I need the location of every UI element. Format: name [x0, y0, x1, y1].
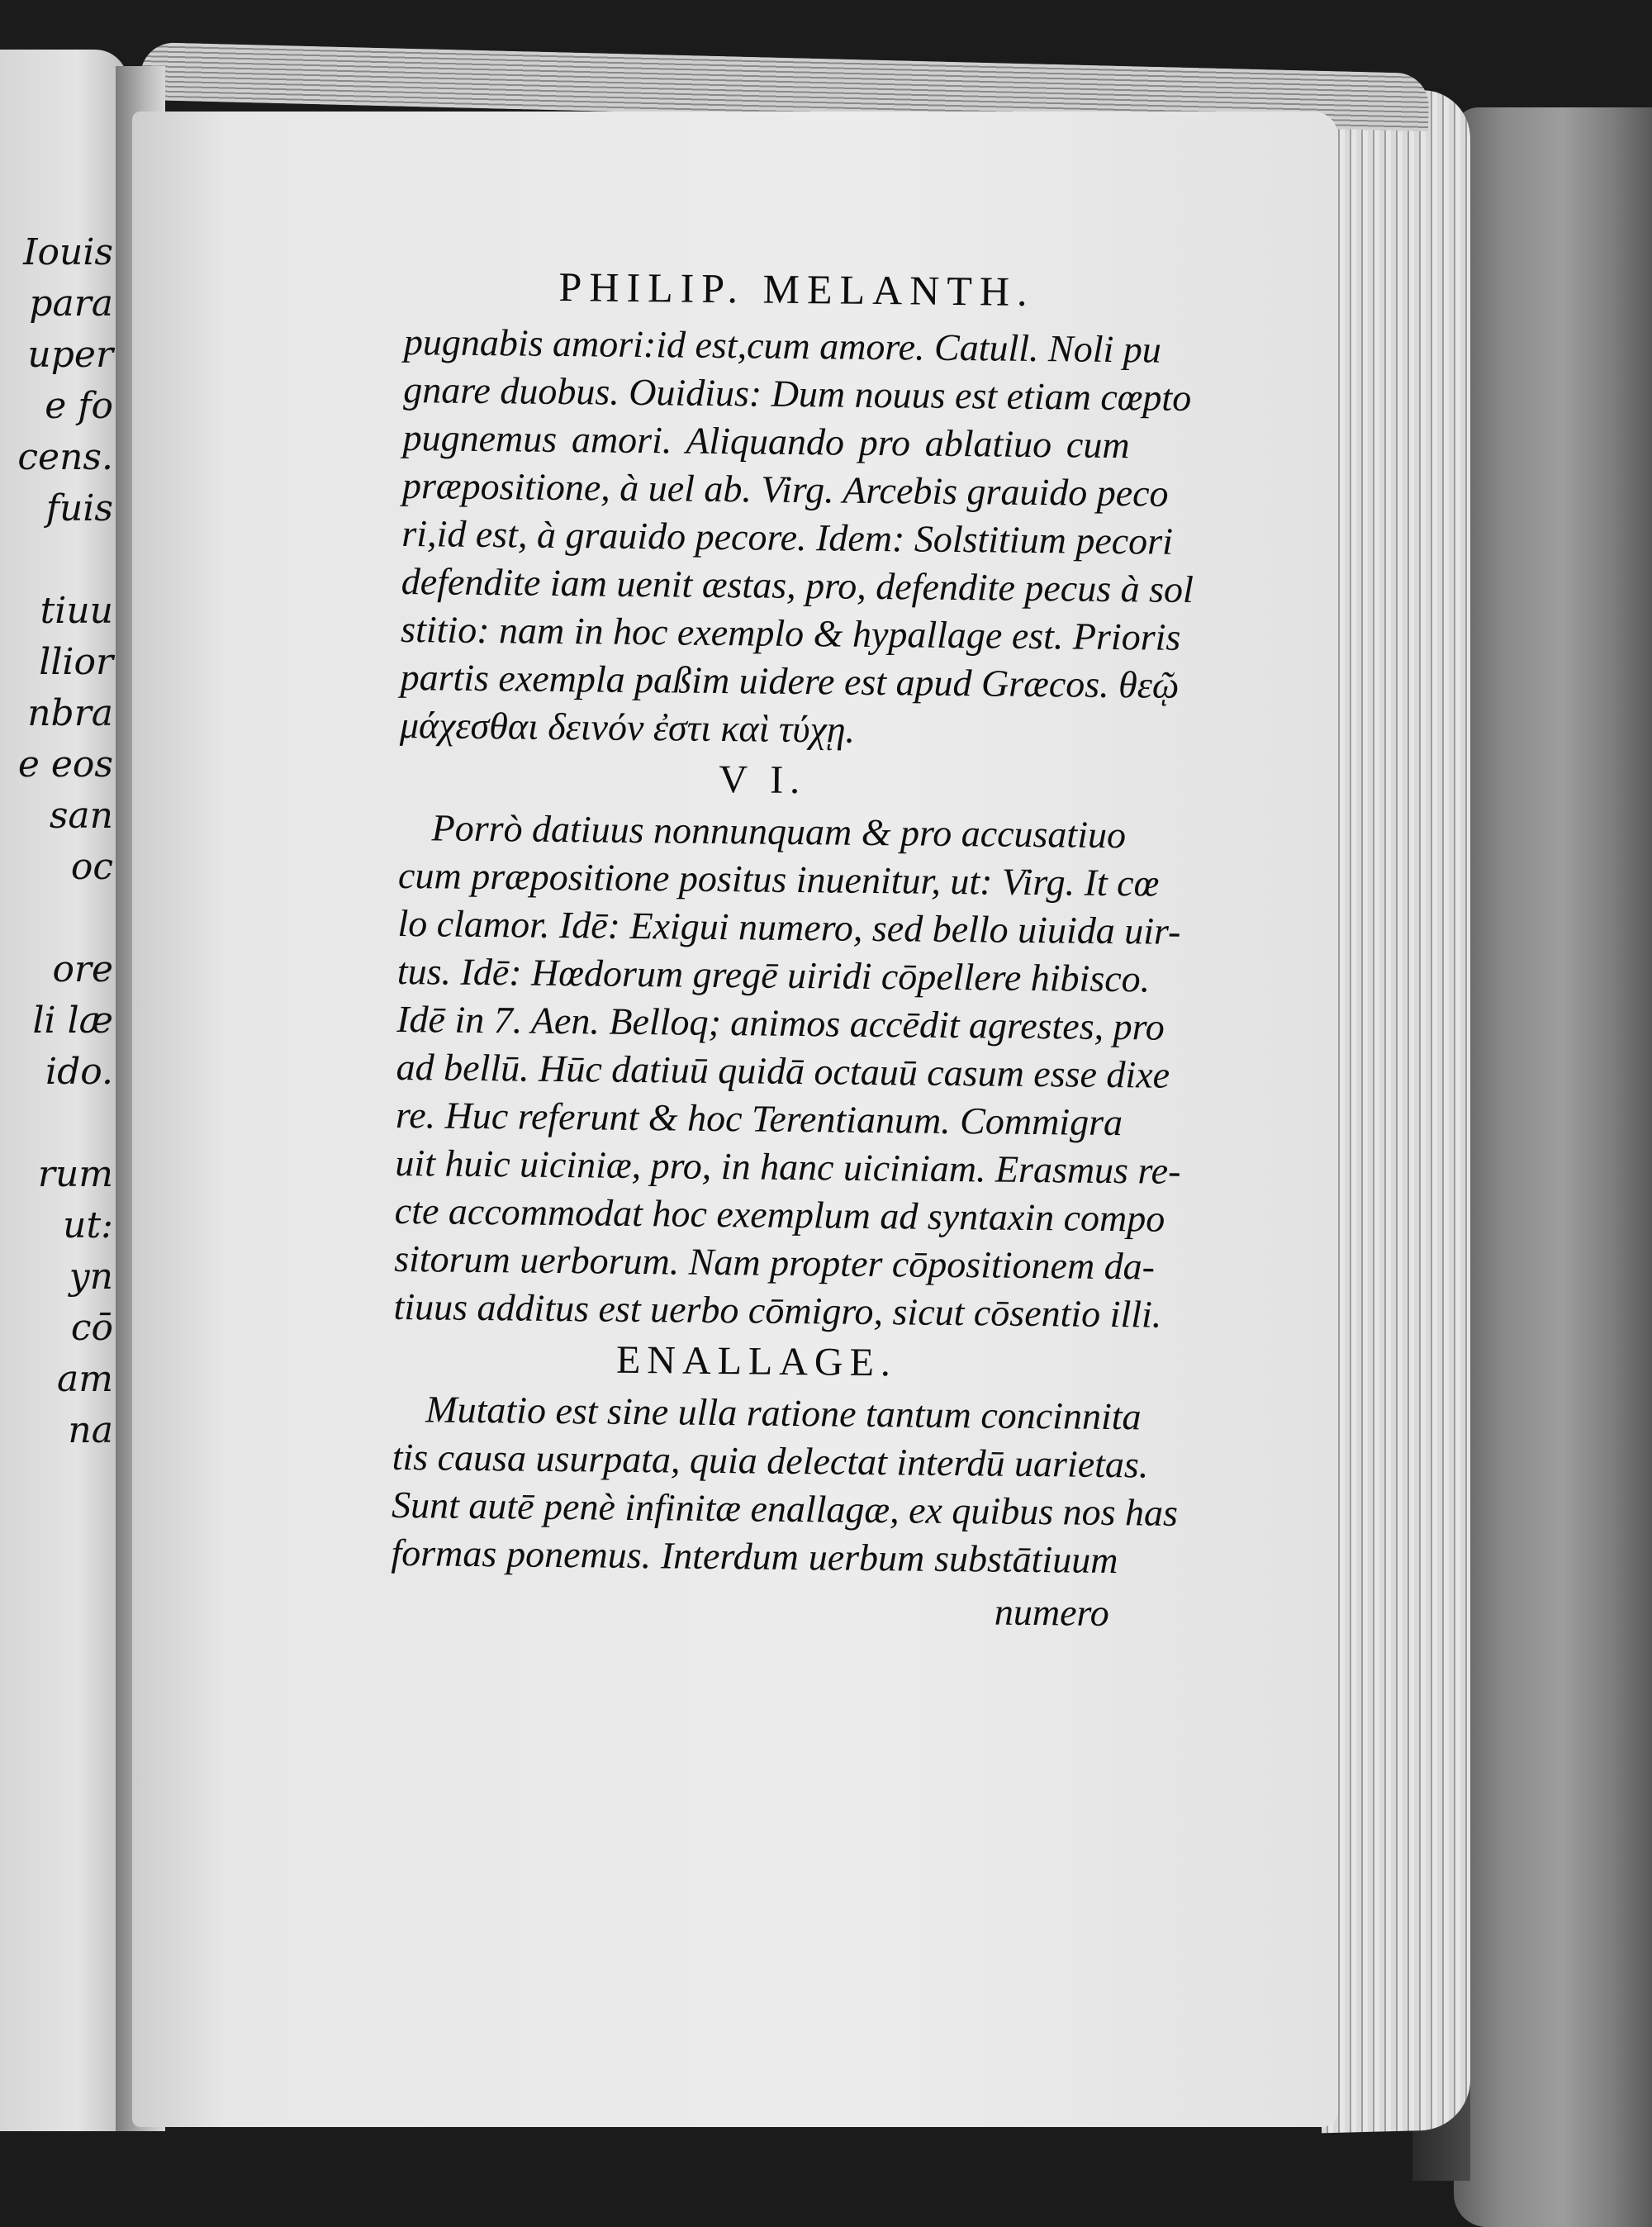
text-line: gnare duobus. Ouidius: Dum nouus est etiam cœpto [402, 368, 1192, 419]
left-page-text-fragment: tiuu [40, 590, 113, 632]
left-page-text-fragment: na [68, 1409, 113, 1451]
left-page-text-fragment: oc [70, 846, 113, 888]
text-line: cte accommodat hoc exemplum ad syntaxin compo [394, 1189, 1165, 1240]
left-page-text-fragment: am [57, 1358, 113, 1400]
page-fore-edge [1322, 89, 1470, 2134]
text-line: Mutatio est sine ulla ratione tantum concinnita [425, 1388, 1142, 1438]
left-page-text-fragment: cō [70, 1307, 113, 1349]
text-line: pugnabis amori:id est,cum amore. Catull. Noli pu [403, 320, 1162, 371]
left-page-text-fragment: Iouis [23, 231, 113, 273]
left-page-text-fragment: li læ [32, 1000, 113, 1042]
catchword: numero [994, 1590, 1110, 1635]
left-page-text-fragment: fuis [45, 487, 113, 529]
text-line: pugnemus amori. Aliquando pro ablatiuo cum [402, 415, 1130, 467]
right-page [132, 112, 1338, 2127]
section-heading-vi: V I. [719, 757, 807, 803]
text-line: Sunt autē penè infinitæ enallagæ, ex quibus nos has [391, 1483, 1179, 1534]
left-page-text-fragment: rum [37, 1153, 113, 1195]
running-head: PHILIP. MELANTH. [558, 263, 1035, 315]
left-page-text-fragment: e fo [45, 385, 113, 427]
text-line: tus. Idē: Hœdorum gregē uiridi cōpellere hibisco. [396, 949, 1151, 1000]
left-page-text-fragment: ido. [45, 1051, 113, 1093]
left-page-text-fragment: para [29, 283, 113, 325]
text-line: sitorum uerborum. Nam propter cōpositionem da- [393, 1237, 1156, 1288]
paragraph-1 [399, 318, 1194, 757]
paragraph-2 [393, 804, 1181, 1338]
text-line: ad bellū. Hūc datiuū quidā octauū casum esse dixe [396, 1045, 1170, 1096]
text-line: Idē in 7. Aen. Belloq; animos accēdit agrestes, pro [396, 997, 1165, 1048]
text-line: μάχεσθαι δεινόν ἐστι καὶ τύχῃ. [399, 703, 856, 751]
paragraph-3 [391, 1385, 1179, 1584]
text-block [390, 252, 1194, 1642]
text-line: defendite iam uenit æstas, pro, defendite pecus à sol [401, 559, 1194, 611]
left-page-text-fragment: ut: [63, 1204, 113, 1246]
text-line: tiuus additus est uerbo cōmigro, sicut cōsentio illi. [393, 1284, 1162, 1336]
left-page-text-fragment: san [49, 795, 113, 837]
section-heading-enallage: ENALLAGE. [615, 1337, 898, 1385]
left-page [0, 50, 128, 2131]
left-page-text-fragment: e eos [17, 743, 113, 786]
left-page-text-fragment: cens. [17, 436, 113, 478]
text-line: stitio: nam in hoc exemplo & hypallage est. Prioris [400, 607, 1181, 658]
text-line: re. Huc referunt & hoc Terentianum. Commigra [395, 1093, 1123, 1144]
text-line: lo clamor. Idē: Exigui numero, sed bello uiuida uir- [397, 901, 1181, 952]
text-line: uit huic uiciniæ, pro, in hanc uiciniam. Erasmus re- [395, 1141, 1181, 1192]
text-line: tis causa usurpata, quia delectat interdū uarietas. [392, 1435, 1149, 1486]
vellum-binding [1454, 107, 1652, 2227]
left-page-text-fragment: uper [27, 334, 113, 376]
text-line: ri,id est, à grauido pecore. Idem: Solstitium pecori [401, 511, 1174, 563]
text-line: cum præpositione positus inuenitur, ut: Virg. It cœ [397, 853, 1160, 905]
left-page-text-fragment: ore [52, 948, 113, 990]
left-page-text-fragment: llior [39, 641, 113, 683]
left-page-text-fragment: nbra [27, 692, 113, 734]
text-line: præpositione, à uel ab. Virg. Arcebis grauido peco [401, 463, 1169, 515]
text-line: formas ponemus. Interdum uerbum substātiuum [391, 1531, 1118, 1582]
text-line: Porrò datiuus nonnunquam & pro accusatiuo [431, 806, 1127, 857]
left-page-text-fragment: yn [69, 1256, 113, 1298]
text-line: partis exempla paßim uidere est apud Græcos. θεῷ [400, 655, 1180, 706]
